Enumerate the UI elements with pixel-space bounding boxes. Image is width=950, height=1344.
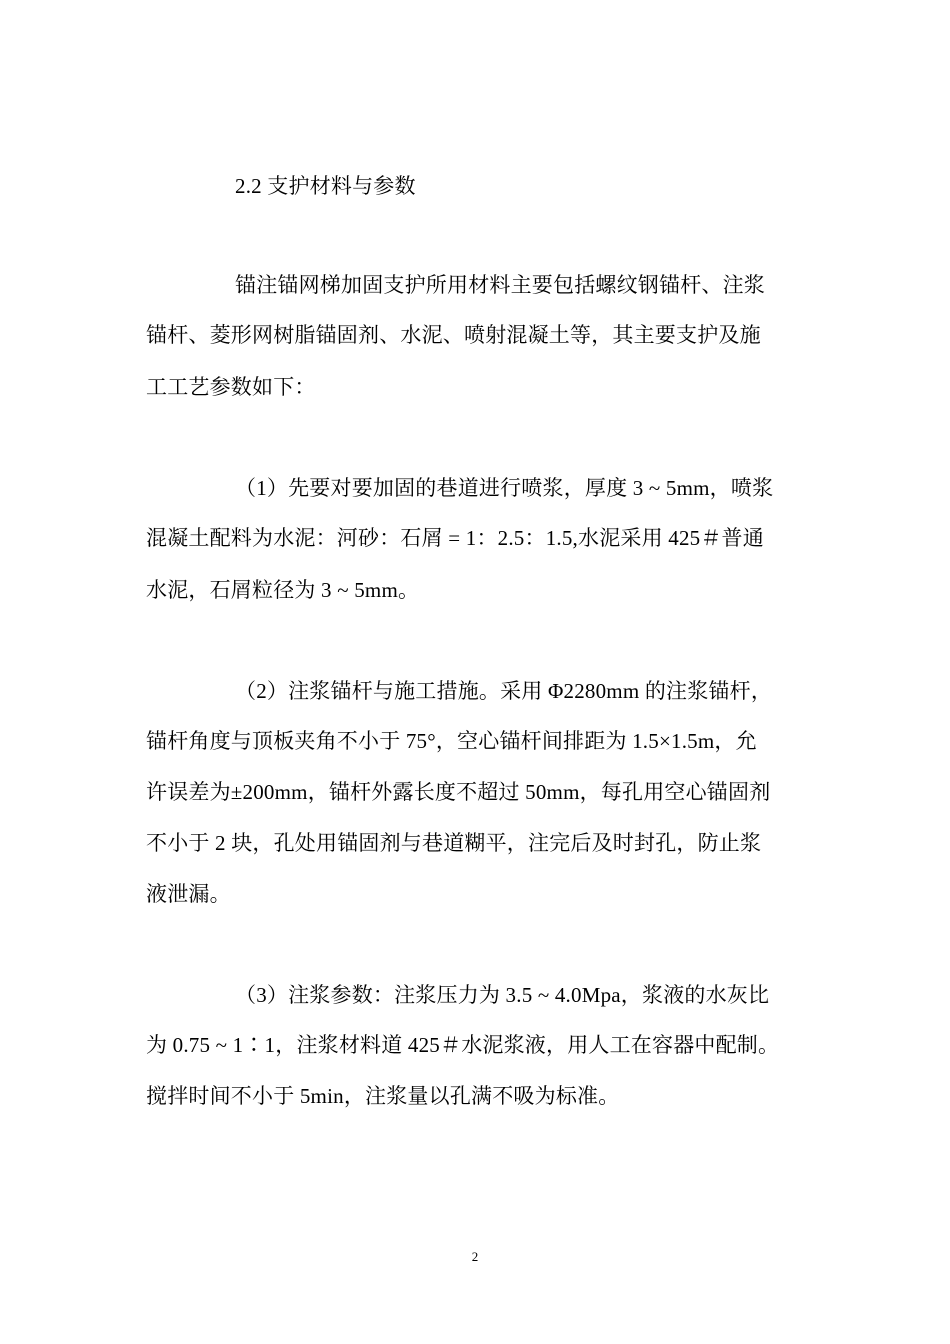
paragraph-line: 工工艺参数如下： — [146, 375, 316, 399]
section-heading: 2.2 支护材料与参数 — [235, 174, 416, 198]
paragraph-line: 液泄漏。 — [146, 882, 231, 906]
paragraph-line: 锚杆角度与顶板夹角不小于 75°，空心锚杆间排距为 1.5×1.5m，允 — [146, 729, 757, 753]
paragraph-line: 锚杆、菱形网树脂锚固剂、水泥、喷射混凝土等，其主要支护及施 — [146, 323, 761, 347]
paragraph-line: 水泥，石屑粒径为 3 ~ 5mm。 — [146, 578, 420, 602]
paragraph-line: 不小于 2 块，孔处用锚固剂与巷道糊平，注完后及时封孔，防止浆 — [146, 831, 762, 855]
paragraph-line: （2）注浆锚杆与施工措施。采用 Φ2280mm 的注浆锚杆， — [235, 679, 773, 703]
paragraph-line: 混凝土配料为水泥：河砂：石屑 = 1：2.5：1.5,水泥采用 425＃普通 — [146, 526, 764, 550]
paragraph-line: （3）注浆参数：注浆压力为 3.5 ~ 4.0Mpa，浆液的水灰比 — [235, 983, 770, 1007]
paragraph-line: 搅拌时间不小于 5min，注浆量以孔满不吸为标准。 — [146, 1084, 620, 1108]
paragraph-line: 为 0.75 ~ 1∶1，注浆材料道 425＃水泥浆液，用人工在容器中配制。 — [146, 1033, 780, 1057]
paragraph-line: （1）先要对要加固的巷道进行喷浆，厚度 3 ~ 5mm，喷浆 — [235, 476, 774, 500]
page-number: 2 — [471, 1249, 479, 1264]
paragraph-line: 许误差为±200mm，锚杆外露长度不超过 50mm，每孔用空心锚固剂 — [146, 780, 771, 804]
paragraph-line: 锚注锚网梯加固支护所用材料主要包括螺纹钢锚杆、注浆 — [235, 273, 765, 297]
